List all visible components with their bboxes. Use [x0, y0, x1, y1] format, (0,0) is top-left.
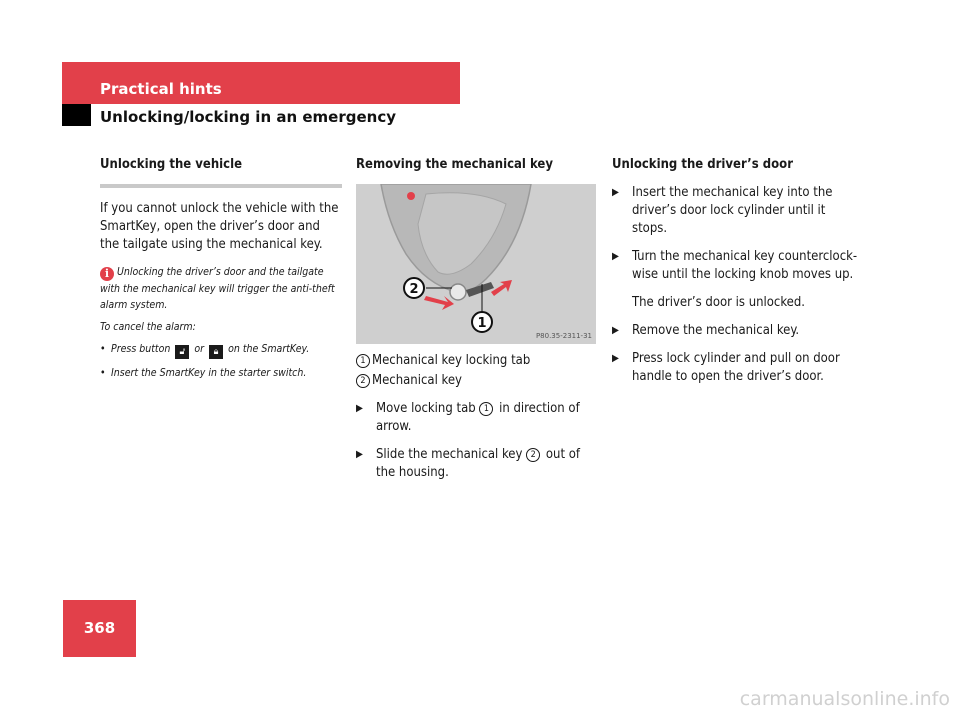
legend-num-1: 1 [356, 354, 370, 368]
step1-num: 1 [479, 402, 493, 416]
section-title: Practical hints [100, 80, 222, 98]
bullet-insert-smartkey [100, 365, 342, 381]
subsection-title: Unlocking/locking in an emergency [100, 108, 397, 126]
legend-item-1 [356, 352, 598, 370]
intro-paragraph: If you cannot unlock the vehicle with the SmartKey, open the driver’s door and the tailgate using the mechanical key. [100, 201, 339, 252]
step-slide-key [356, 446, 598, 482]
legend-num-2: 2 [356, 374, 370, 388]
callout1-label: 1 [477, 316, 487, 331]
key-led [407, 192, 415, 200]
note-text-block [100, 264, 342, 313]
heading-removing-key: Removing the mechanical key [356, 157, 553, 172]
note-text: Unlocking the driver’s door and the tailgate with the mechanical key will trigger the anti-theft alarm system. [100, 266, 335, 311]
legend-text-2: Mechanical key [372, 373, 462, 388]
unlock-icon: 🔓︎ [175, 345, 189, 359]
step2-after: out of the housing. [376, 447, 581, 480]
step1-before: Move locking tab [376, 401, 476, 416]
heading-unlocking-vehicle: Unlocking the vehicle [100, 157, 243, 172]
step-turn-key-text: Turn the mechanical key counterclock-wise until the locking knob moves up. [632, 249, 858, 282]
locking-tab [450, 284, 466, 300]
key-figure [356, 184, 596, 344]
callout2-label: 2 [409, 282, 419, 297]
cancel-label: To cancel the alarm: [100, 321, 196, 333]
heading-unlocking-door: Unlocking the driver’s door [612, 157, 793, 172]
column-removing-key [356, 156, 598, 492]
step-move-tab-text [376, 400, 598, 436]
step-arrow-icon: ▶ [612, 353, 619, 364]
step1-after: in direction of arrow. [376, 401, 580, 434]
heading-rule [100, 184, 342, 188]
step-insert-key [612, 184, 862, 238]
info-icon: i [100, 267, 114, 281]
step-slide-key-text [376, 446, 598, 482]
step-move-tab [356, 400, 598, 436]
door-unlocked-note: The driver’s door is unlocked. [632, 295, 806, 310]
step2-num: 2 [526, 448, 540, 462]
step2-before: Slide the mechanical key [376, 447, 523, 462]
step-insert-key-text: Insert the mechanical key into the driver’s door lock cylinder until it stops. [632, 185, 833, 236]
info-note [100, 264, 342, 381]
bullet-press-button [100, 341, 342, 359]
step-turn-key [612, 248, 862, 284]
bullet1-before: Press button [111, 343, 171, 355]
step-remove-key-text: Remove the mechanical key. [632, 323, 800, 338]
key-illustration [356, 184, 596, 344]
figure-legend [356, 352, 598, 390]
page-number: 368 [63, 600, 136, 657]
step-arrow-icon: ▶ [612, 251, 619, 262]
lock-icon: 🔒︎ [209, 345, 223, 359]
bullet-dot: • [100, 343, 106, 355]
bullet2-text: Insert the SmartKey in the starter switch. [111, 367, 307, 379]
step-arrow-icon: ▶ [356, 449, 363, 460]
bullet1-after: on the SmartKey. [228, 343, 310, 355]
step-arrow-icon: ▶ [356, 403, 363, 414]
legend-item-2 [356, 372, 598, 390]
step-open-door [612, 350, 862, 386]
bullet-text [111, 341, 309, 359]
legend-text-1: Mechanical key locking tab [372, 353, 531, 368]
bullet1-or: or [194, 343, 205, 355]
watermark: carmanualsonline.info [739, 688, 950, 710]
step-arrow-icon: ▶ [612, 325, 619, 336]
figure-code: P80.35-2311-31 [535, 332, 592, 340]
step-open-door-text: Press lock cylinder and pull on door handle to open the driver’s door. [632, 351, 840, 384]
header-tab [62, 104, 91, 126]
column-unlocking-vehicle [100, 156, 342, 387]
column-unlocking-door [612, 156, 862, 396]
bullet-dot: • [100, 367, 106, 379]
step-arrow-icon: ▶ [612, 187, 619, 198]
step-remove-key [612, 322, 862, 340]
